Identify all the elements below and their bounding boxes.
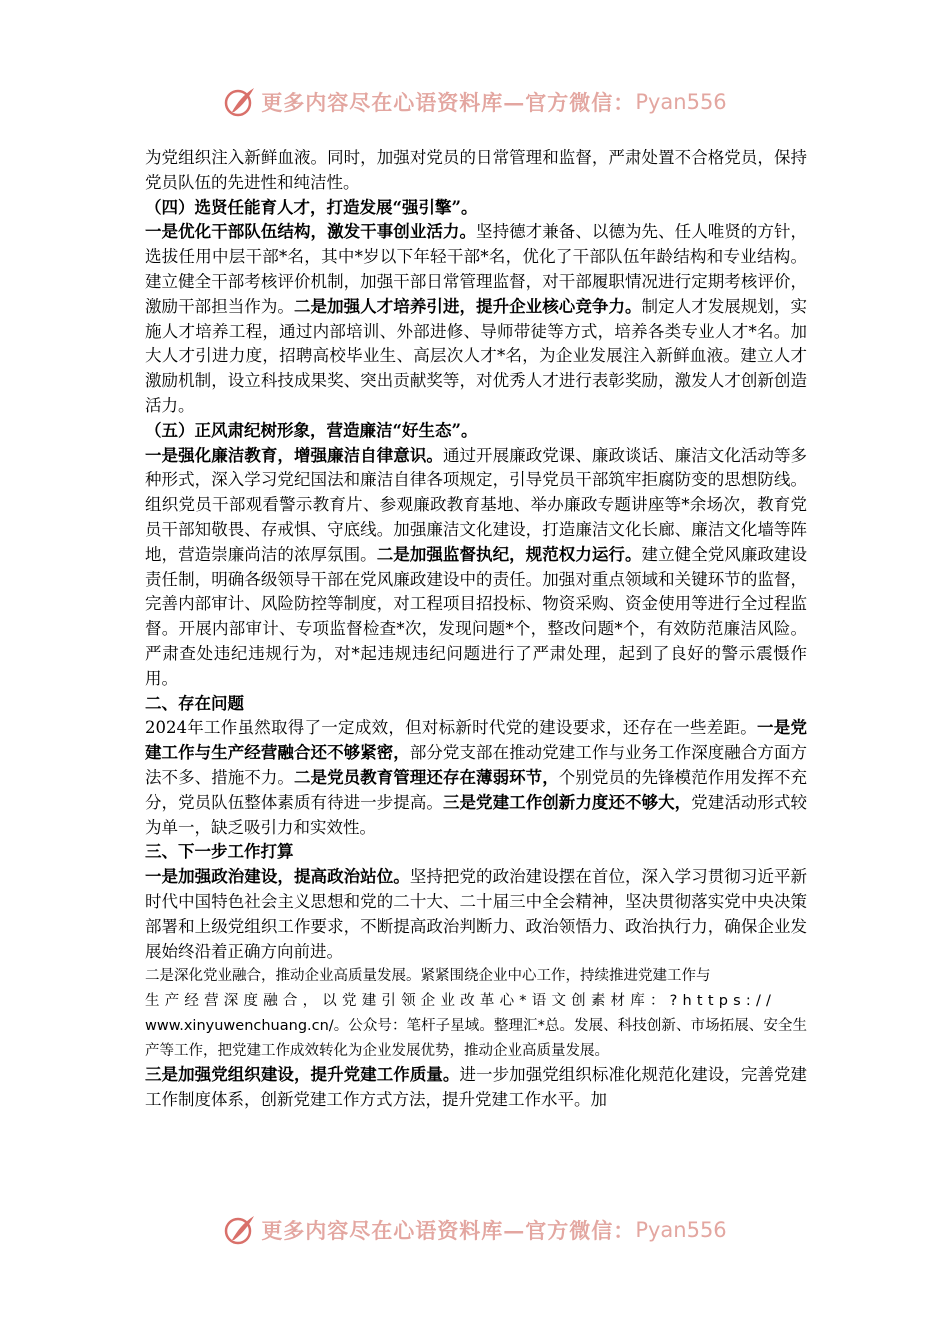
watermark-id: Pyan556 — [635, 1218, 727, 1242]
bold-lead: 一是加强政治建设，提高政治站位。 — [145, 867, 410, 887]
watermark-banner-top — [0, 82, 950, 122]
paragraph: 为党组织注入新鲜血液。同时，加强对党员的日常管理和监督，严肃处置不合格党员，保持党员队伍的先进性和纯洁性。 — [145, 148, 807, 192]
section-heading: 三、下一步工作打算 — [145, 842, 294, 862]
section-heading: （五）正风肃纪树形象，营造廉洁“好生态”。 — [145, 420, 478, 440]
paragraph-line: 生产经营深度融合，以党建引领企业改革心*语文创素材库：?https:// — [145, 993, 777, 1010]
paragraph — [145, 220, 807, 418]
bold-lead: 一是优化干部队伍结构，激发干事创业活力。 — [145, 222, 477, 242]
paragraph-text: 坚持德才兼备、以德为先、任人唯贤的方针，选拔任用中层干部*名，其中*岁以下年轻干部*名，优化了干部队伍年龄结构和专业结构。建立健全干部考核评价机制，加强干部日常管理监督，对干部履职情况进行定期考核评价，激励干部担当作为。 — [145, 222, 808, 316]
section-heading: （四）选贤任能育人才，打造发展“强引擎”。 — [145, 197, 478, 217]
bold-lead: 三是加强党组织建设，提升党建工作质量。 — [145, 1065, 460, 1085]
paragraph-text: 进一步加强党组织标准化规范化建设，完善党建工作制度体系，创新党建工作方式方法，提升党建工作水平。加 — [145, 1065, 808, 1110]
document-body — [145, 146, 807, 1113]
paragraph-text: 制定人才发展规划，实施人才培养工程，通过内部培训、外部进修、导师带徒等方式，培养各类专业人才*名。加大人才引进力度，招聘高校毕业生、高层次人才*名，为企业发展注入新鲜血液。建立人才激励机制，设立科技成果奖、突出贡献奖等，对优秀人才进行表彰奖励，激发人才创新创造活力。 — [145, 296, 808, 415]
watermark-id: Pyan556 — [635, 90, 727, 114]
paragraph-text: 2024年工作虽然取得了一定成效，但对标新时代党的建设要求，还存在一些差距。 — [145, 718, 757, 738]
paragraph — [145, 1063, 807, 1113]
bold-lead: 一是党建工作与生产经营融合还不够紧密， — [145, 718, 807, 763]
bold-lead: 二是加强监督执纪，规范权力运行。 — [376, 544, 642, 564]
paragraph — [145, 716, 807, 840]
section-heading: 二、存在问题 — [145, 693, 244, 713]
paragraph-line: 二是深化党业融合，推动企业高质量发展。紧紧围绕企业中心工作，持续推进党建工作与 — [145, 968, 711, 985]
paragraph — [145, 865, 807, 964]
bold-lead: 一是强化廉洁教育，增强廉洁自律意识。 — [145, 445, 443, 465]
bold-lead: 二是党员教育管理还存在薄弱环节， — [293, 767, 559, 787]
paragraph-text: 部分党支部在推动党建工作与业务工作深度融合方面方法不多、措施不力。 — [145, 743, 808, 787]
bold-lead: 二是加强人才培养引进，提升企业核心竞争力。 — [293, 296, 642, 316]
paragraph — [145, 444, 807, 692]
quill-logo-icon — [223, 85, 257, 119]
paragraph-text: 建立健全党风廉政建设责任制，明确各级领导干部在党风廉政建设中的责任。加强对重点领域和关键环节的监督，完善内部审计、风险防控等制度，对工程项目招投标、物资采购、资金使用等进行全过程监督。开展内部审计、专项监督检查*次，发现问题*个，整改问题*个，有效防范廉洁风险。严肃查处违纪违规行为，对*起违规违纪问题进行了严肃处理，起到了良好的警示震慑作用。 — [145, 544, 808, 688]
watermark-banner-bottom — [0, 1210, 950, 1250]
watermark-text: 更多内容尽在心语资料库—官方微信： — [261, 90, 636, 115]
watermark-text: 更多内容尽在心语资料库—官方微信： — [261, 1218, 636, 1243]
paragraph-text: 坚持把党的政治建设摆在首位，深入学习贯彻习近平新时代中国特色社会主义思想和党的二十大、二十届三中全会精神，坚决贯彻落实党中央决策部署和上级党组织工作要求，不断提高政治判断力、政治领悟力、政治执行力，确保企业发展始终沿着正确方向前进。 — [145, 867, 808, 961]
paragraph-text: 通过开展廉政党课、廉政谈话、廉洁文化活动等多种形式，深入学习党纪国法和廉洁自律各项规定，引导党员干部筑牢拒腐防变的思想防线。组织党员干部观看警示教育片、参观廉政教育基地、举办廉政专题讲座等*余场次，教育党员干部知敬畏、存戒惧、守底线。加强廉洁文化建设，打造廉洁文化长廊、廉洁文化墙等阵地，营造崇廉尚洁的浓厚氛围。 — [145, 445, 808, 564]
paragraph-text: 党建活动形式较为单一，缺乏吸引力和实效性。 — [145, 792, 808, 837]
paragraph-text: 个别党员的先锋模范作用发挥不充分，党员队伍整体素质有待进一步提高。 — [145, 767, 808, 812]
quill-logo-icon — [223, 1213, 257, 1247]
paragraph-line: www.xinyuwenchuang.cn/。公众号：笔杆子星域。整理汇*总。发展、科技创新、市场拓展、安全生产等工作，把党建工作成效转化为企业发展优势，推动企业高质量发展。 — [145, 1017, 807, 1059]
bold-lead: 三是党建工作创新力度还不够大， — [442, 792, 692, 812]
